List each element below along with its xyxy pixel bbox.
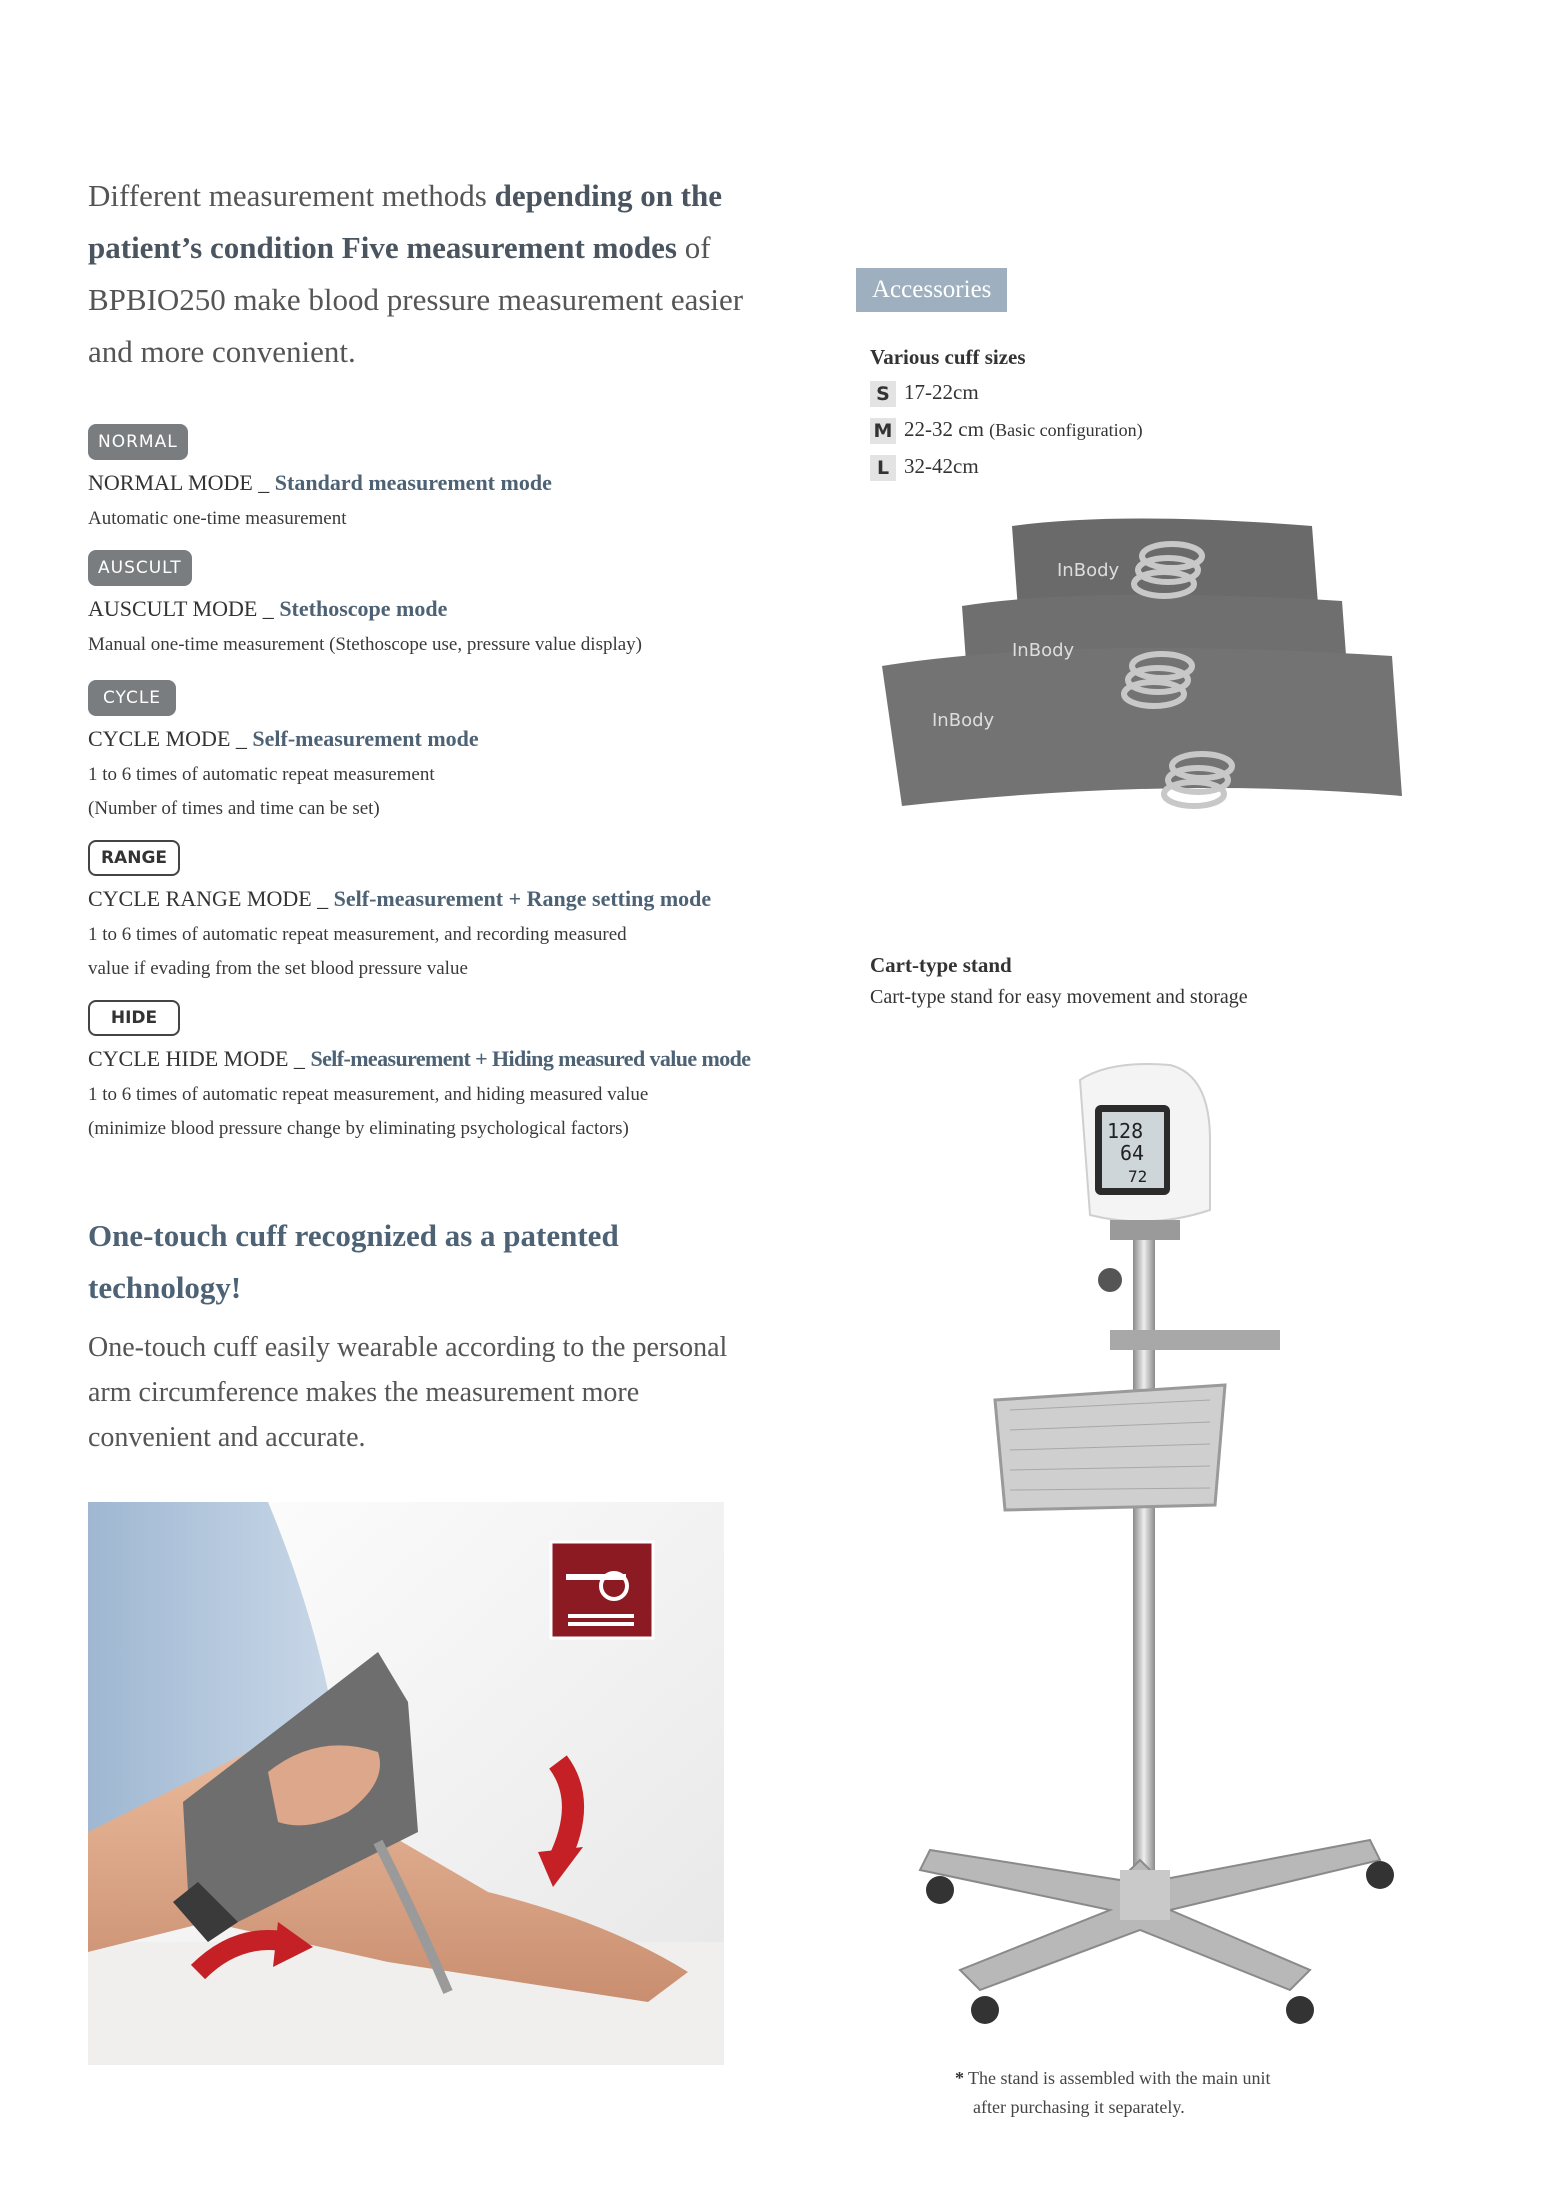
footnote-star: * <box>955 2068 964 2088</box>
cuff-brand-l: InBody <box>932 710 995 731</box>
mode-subtitle: Self-measurement mode <box>252 726 479 751</box>
stand-footnote <box>955 2064 1355 2122</box>
mode-auscult <box>88 550 768 662</box>
mode-description <box>88 502 768 536</box>
desc-line: Manual one-time measurement (Stethoscope use, pressure value display) <box>88 634 642 655</box>
display-sys: 128 <box>1107 1119 1144 1143</box>
auscult-badge: AUSCULT <box>88 550 192 586</box>
cuff-brand-m: InBody <box>1012 640 1075 661</box>
mode-normal <box>88 424 768 536</box>
desc-line: (minimize blood pressure change by eliminating psychological factors) <box>88 1118 629 1139</box>
footnote-line-1: The stand is assembled with the main unit <box>968 2068 1271 2088</box>
mode-subtitle: Self-measurement + Range setting mode <box>333 886 712 911</box>
desc-line: Automatic one-time measurement <box>88 508 347 529</box>
cuff-brand-s: InBody <box>1057 560 1120 581</box>
mode-title <box>88 886 768 912</box>
desc-line: (Number of times and time can be set) <box>88 798 380 819</box>
mode-range <box>88 840 768 986</box>
mode-title <box>88 726 768 752</box>
cuff-section-title: One-touch cuff recognized as a patented technology! <box>88 1218 619 1305</box>
size-range: 32-42cm <box>904 454 979 478</box>
mode-name: AUSCULT MODE _ <box>88 596 280 621</box>
arm-cuff-photo <box>88 1502 724 2065</box>
mode-cycle <box>88 680 768 826</box>
mode-description <box>88 628 768 662</box>
normal-badge: NORMAL <box>88 424 188 460</box>
size-letter: L <box>870 455 896 481</box>
display-dia: 64 <box>1120 1141 1145 1165</box>
cuff-sizes-title: Various cuff sizes <box>870 345 1026 369</box>
cuff-size-l <box>870 454 979 481</box>
mode-title <box>88 470 768 496</box>
mode-title <box>88 1046 768 1072</box>
size-letter: S <box>870 381 896 407</box>
mode-name: CYCLE RANGE MODE _ <box>88 886 334 911</box>
cuff-size-m <box>870 417 1143 444</box>
mode-description <box>88 918 768 986</box>
cart-stand-photo <box>910 1050 1450 2050</box>
desc-line: 1 to 6 times of automatic repeat measurement <box>88 764 435 785</box>
intro-text-1: Different measurement methods <box>88 178 495 213</box>
mode-title <box>88 596 768 622</box>
mode-description <box>88 1078 768 1146</box>
mode-description <box>88 758 768 826</box>
mode-subtitle: Standard measurement mode <box>274 470 552 495</box>
desc-line: 1 to 6 times of automatic repeat measurement, and recording measured <box>88 924 627 945</box>
intro-text-2: of BPBIO250 make blood pressure measurement easier and more convenient. <box>88 230 744 369</box>
size-note: (Basic configuration) <box>989 420 1143 440</box>
display-pulse: 72 <box>1128 1167 1148 1186</box>
cycle-badge: CYCLE <box>88 680 176 716</box>
mode-name: CYCLE MODE _ <box>88 726 253 751</box>
mode-subtitle: Self-measurement + Hiding measured value mode <box>310 1046 751 1071</box>
accessories-tag: Accessories <box>856 268 1007 312</box>
footnote-line-2: after purchasing it separately. <box>973 2097 1185 2117</box>
desc-line: value if evading from the set blood pressure value <box>88 958 468 979</box>
desc-line: 1 to 6 times of automatic repeat measurement, and hiding measured value <box>88 1084 649 1105</box>
mode-subtitle: Stethoscope mode <box>279 596 448 621</box>
mode-name: CYCLE HIDE MODE _ <box>88 1046 311 1071</box>
hide-badge: HIDE <box>88 1000 180 1036</box>
size-letter: M <box>870 418 896 444</box>
cuff-section-body: One-touch cuff easily wearable according to the personal arm circumference makes the measurement more convenient and accurate. <box>88 1332 728 1453</box>
intro-paragraph <box>88 170 748 378</box>
mode-hide <box>88 1000 768 1146</box>
cuff-size-s <box>870 380 979 407</box>
range-badge: RANGE <box>88 840 180 876</box>
intro-bold: depending on the patient’s condition Five measurement modes <box>88 178 723 265</box>
size-range: 17-22cm <box>904 380 979 404</box>
cuffs-photo <box>872 506 1412 836</box>
cart-stand-desc: Cart-type stand for easy movement and storage <box>870 986 1248 1008</box>
mode-name: NORMAL MODE _ <box>88 470 275 495</box>
size-range: 22-32 cm <box>904 417 984 441</box>
cart-stand-title: Cart-type stand <box>870 953 1012 977</box>
